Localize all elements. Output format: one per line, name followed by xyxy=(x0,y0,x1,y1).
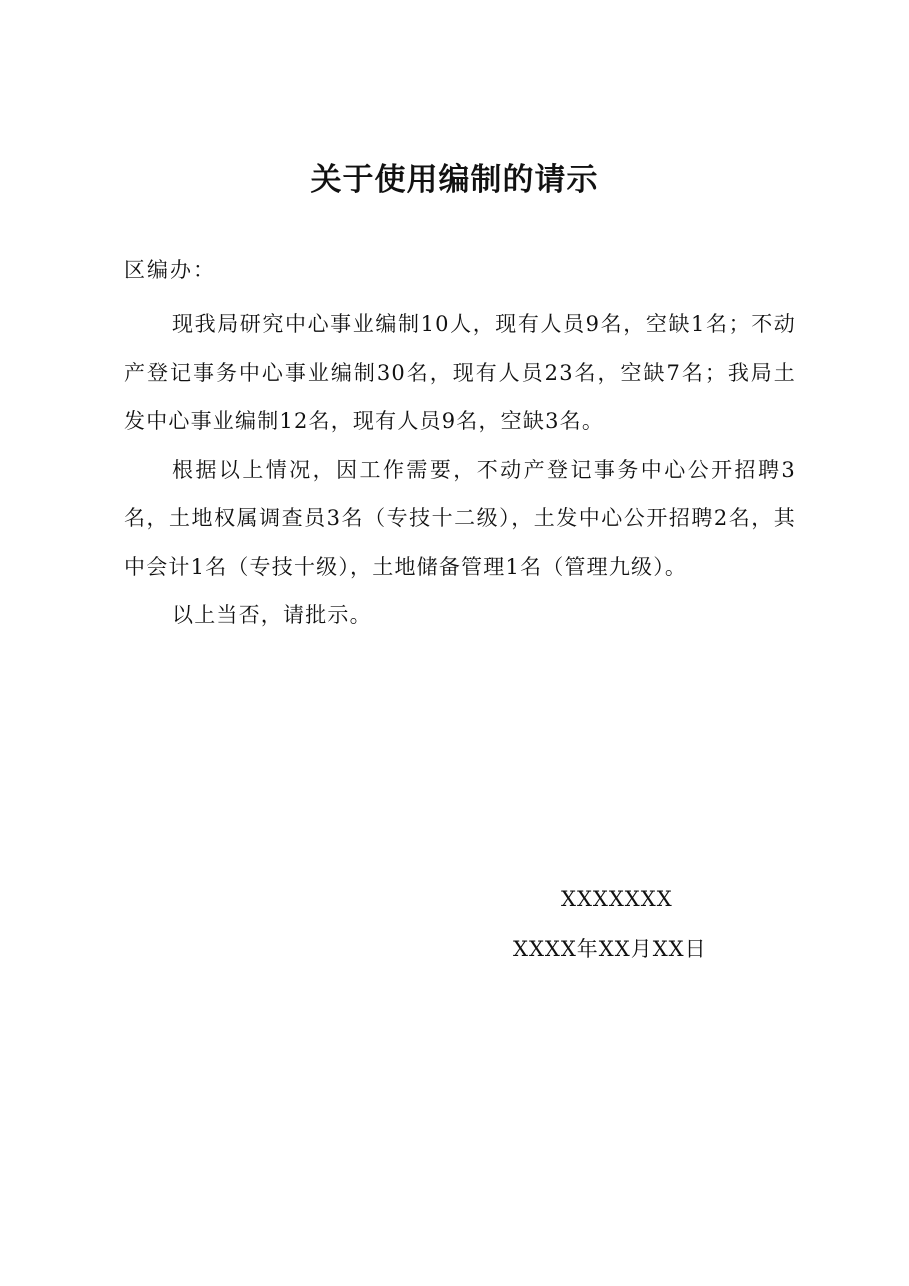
paragraph-request-approval: 以上当否，请批示。 xyxy=(172,603,372,627)
signature-organization: XXXXXXX xyxy=(561,887,673,911)
salutation: 区编办： xyxy=(124,258,216,282)
document-title: 关于使用编制的请示 xyxy=(310,162,599,198)
paragraph-staffing-status: 现我局研究中心事业编制10人，现有人员9名，空缺1名；不动产登记事务中心事业编制30名，现有人员23名，空缺7名；我局土发中心事业编制12名，现有人员9名，空缺3名。 xyxy=(124,312,796,433)
paragraph-recruitment-plan: 根据以上情况，因工作需要，不动产登记事务中心公开招聘3名，土地权属调查员3名（专技十二级），土发中心公开招聘2名，其中会计1名（专技十级），土地储备管理1名（管理九级）。 xyxy=(124,457,796,579)
signature-date: XXXX年XX月XX日 xyxy=(513,937,707,961)
document-body xyxy=(124,300,796,640)
